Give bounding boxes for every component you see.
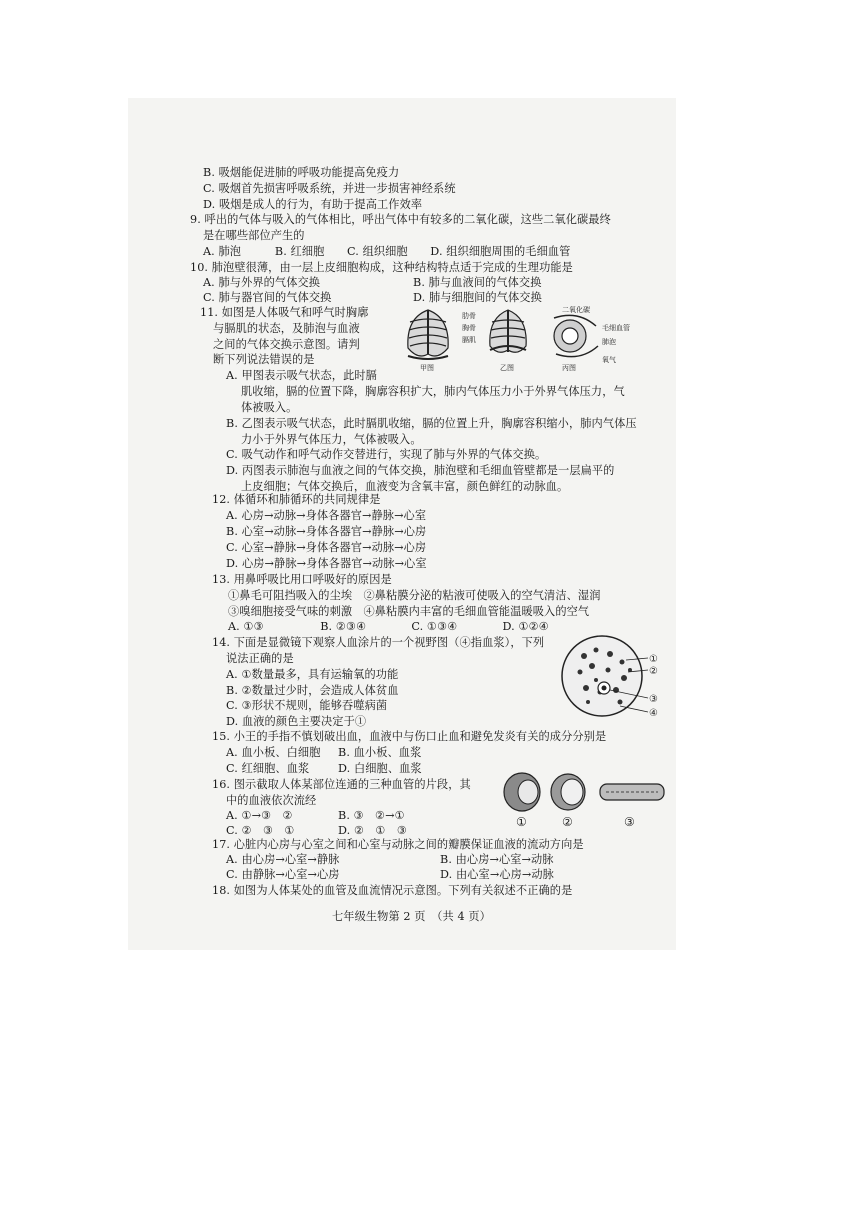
label-sternum: 胸骨 [462,324,476,332]
label-ribs: 肋骨 [462,312,476,320]
q15-option-a: A. 血小板、白细胞 [226,746,321,759]
q15-option-d: D. 白细胞、血浆 [338,762,422,775]
q13-stem: 13. 用鼻呼吸比用口呼吸好的原因是 [212,573,392,586]
label-capillary: 毛细血管 [602,324,630,332]
q8-option-d: D. 吸烟是成人的行为，有助于提高工作效率 [203,198,423,211]
marker-4: ④ [649,708,658,719]
q11-option-c: C. 吸气动作和呼气动作交替进行，实现了肺与外界的气体交换。 [226,448,547,461]
marker-2: ② [649,666,658,677]
q11-option-d-2: 上皮细胞；气体交换后，血液变为含氧丰富，颜色鲜红的动脉血。 [241,480,569,493]
q11-option-b-1: B. 乙图表示吸气状态，此时膈肌收缩，膈的位置上升，胸廓容积缩小，肺内气体压 [226,417,637,430]
q17-option-a: A. 由心房→心室→静脉 [226,853,340,866]
vein-segment [551,774,585,810]
q17-option-c: C. 由静脉→心室→心房 [226,868,340,881]
q16-option-c: C. ② ③ ① [226,824,295,837]
q9-stem: 9. 呼出的气体与吸入的气体相比，呼出气体中有较多的二氧化碳，这些二氧化碳最终 [190,213,611,226]
q10-option-b: B. 肺与血液间的气体交换 [413,276,542,289]
q13-statements-2: ③嗅细胞接受气味的刺激 ④鼻粘膜内丰富的毛细血管能温暖吸入的空气 [228,605,590,618]
q12-option-c: C. 心室→静脉→身体各器官→动脉→心房 [226,541,427,554]
capillary-segment [600,784,664,800]
q11-option-a-2: 肌收缩，膈的位置下降，胸廓容积扩大，肺内气体压力小于外界气体压力，气 [241,385,625,398]
q9-stem-cont: 是在哪些部位产生的 [203,229,305,242]
microscope-field [562,636,642,716]
vessel-label-2: ② [562,815,573,829]
q11-stem-2: 与膈肌的状态，及肺泡与血液 [213,322,360,335]
artery-segment [504,773,540,811]
q11-stem-3: 之间的气体交换示意图。请判 [213,338,360,351]
label-yi: 乙图 [500,364,514,372]
q10-stem: 10. 肺泡壁很薄，由一层上皮细胞构成，这种结构特点适于完成的生理功能是 [190,261,573,274]
q15-option-b: B. 血小板、血浆 [338,746,422,759]
q10-option-d: D. 肺与细胞间的气体交换 [413,291,542,304]
q11-option-a-1: A. 甲图表示吸气状态，此时膈 [226,369,377,382]
q13-options: A. ①③ B. ②③④ C. ①③④ D. ①②④ [228,620,549,633]
thorax-exhale-diagram [490,310,526,352]
alveolus-diagram [554,315,598,356]
q8-option-b: B. 吸烟能促进肺的呼吸功能提高免疫力 [203,166,400,179]
breathing-figure [398,304,668,372]
q17-stem: 17. 心脏内心房与心室之间和心室与动脉之间的瓣膜保证血液的流动方向是 [212,838,584,851]
q9-options: A. 肺泡 B. 红细胞 C. 组织细胞 D. 组织细胞周围的毛细血管 [203,245,571,258]
q11-option-b-2: 力小于外界气体压力，气体被吸入。 [241,433,422,446]
blood-smear-figure [560,632,664,720]
q15-stem: 15. 小王的手指不慎划破出血，血液中与伤口止血和避免发炎有关的成分分别是 [212,730,607,743]
q11-option-a-3: 体被吸入。 [241,401,298,414]
q10-option-a: A. 肺与外界的气体交换 [203,276,321,289]
q11-stem-4: 断下列说法错误的是 [213,353,315,366]
q17-option-d: D. 由心室→心房→动脉 [440,868,554,881]
q11-stem-1: 11. 如图是人体吸气和呼气时胸廓 [200,306,369,319]
marker-3: ③ [649,694,658,705]
label-alveolus: 肺泡 [602,338,616,346]
q16-option-b: B. ③ ②→① [338,809,405,822]
q8-option-c: C. 吸烟首先损害呼吸系统，并进一步损害神经系统 [203,182,456,195]
thorax-inhale-diagram [408,310,448,359]
label-diaphragm: 膈肌 [462,336,476,344]
q13-statements-1: ①鼻毛可阻挡吸入的尘埃 ②鼻粘膜分泌的粘液可使吸入的空气清洁、湿润 [228,589,601,602]
q14-option-b: B. ②数量过少时，会造成人体贫血 [226,684,399,697]
label-co2: 二氧化碳 [562,306,590,314]
q10-option-c: C. 肺与器官间的气体交换 [203,291,332,304]
q15-option-c: C. 红细胞、血浆 [226,762,310,775]
vessel-label-1: ① [516,815,527,829]
q16-stem-1: 16. 图示截取人体某部位连通的三种血管的片段，其 [212,778,471,791]
q14-stem-2: 说法正确的是 [226,652,294,665]
blood-vessels-figure [500,770,670,830]
q14-stem-1: 14. 下面是显微镜下观察人血涂片的一个视野图（④指血浆），下列 [212,636,545,649]
label-bing: 丙图 [562,364,576,372]
q16-option-d: D. ② ① ③ [338,824,407,837]
label-oxygen: 氧气 [602,356,616,364]
q14-option-d: D. 血液的颜色主要决定于① [226,715,367,728]
label-jia: 甲图 [420,364,434,372]
q12-option-a: A. 心房→动脉→身体各器官→静脉→心室 [226,509,427,522]
q16-stem-2: 中的血液依次流经 [226,794,317,807]
q16-option-a: A. ①→③ ② [226,809,293,822]
vessel-label-3: ③ [624,815,635,829]
q12-stem: 12. 体循环和肺循环的共同规律是 [212,493,381,506]
q11-option-d-1: D. 丙图表示肺泡与血液之间的气体交换，肺泡壁和毛细血管壁都是一层扁平的 [226,464,615,477]
page-footer: 七年级生物第 2 页 （共 4 页） [332,910,491,923]
q14-option-a: A. ①数量最多，具有运输氧的功能 [226,668,399,681]
q14-option-c: C. ③形状不规则，能够吞噬病菌 [226,699,388,712]
q17-option-b: B. 由心房→心室→动脉 [440,853,554,866]
q12-option-d: D. 心房→静脉→身体各器官→动脉→心室 [226,557,427,570]
marker-1: ① [649,654,658,665]
q18-stem: 18. 如图为人体某处的血管及血流情况示意图。下列有关叙述不正确的是 [212,884,573,897]
q12-option-b: B. 心室→动脉→身体各器官→静脉→心房 [226,525,427,538]
